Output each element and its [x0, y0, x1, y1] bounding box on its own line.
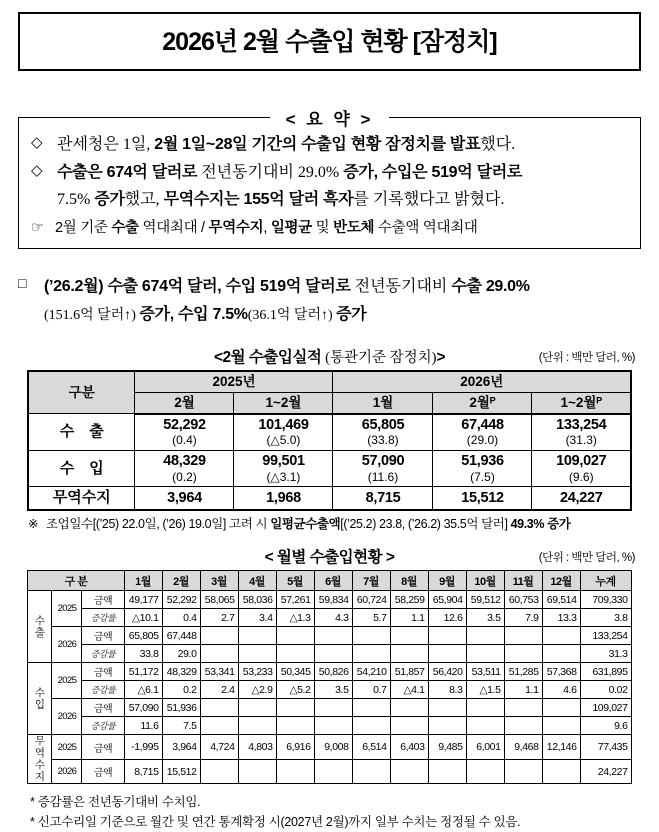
table2-rate-cell: △1.3	[276, 609, 314, 627]
table1-title: <2월 수출입실적	[213, 348, 326, 366]
paragraph-segment: 증가, 수입 7.5%	[139, 306, 248, 324]
document-title-box	[18, 12, 641, 71]
table2-amount-cell	[352, 699, 390, 717]
table2-amount-cell: 709,330	[580, 591, 631, 609]
table2-amount-cell: 109,027	[580, 699, 631, 717]
table2-amount-cell: 59,512	[466, 591, 504, 609]
table2-amount-cell: 56,420	[428, 663, 466, 681]
table2-amount-cell: 58,036	[238, 591, 276, 609]
table2-amount-cell: 15,512	[162, 759, 200, 784]
table1-value-cell	[333, 487, 433, 511]
table2-amount-cell	[428, 699, 466, 717]
table2-amount-cell: 57,090	[124, 699, 162, 717]
table2-amount-cell	[276, 699, 314, 717]
table2-amount-cell: 51,172	[124, 663, 162, 681]
table1-row-label: 수 출	[28, 414, 135, 451]
table2-amount-label: 금액	[82, 735, 124, 760]
table2-rate-cell: 5.7	[352, 609, 390, 627]
table2-rate-cell: 7.5	[162, 717, 200, 735]
table2-month-header: 5월	[276, 571, 314, 591]
table2-rate-cell	[200, 645, 238, 663]
table2-amount-cell: 631,895	[580, 663, 631, 681]
table2-amount-cell	[200, 627, 238, 645]
summary-text-segment: 했다.	[480, 136, 516, 153]
paragraph-segment: 전년동기대비	[350, 278, 452, 296]
table2-month-header: 7월	[352, 571, 390, 591]
table2-amount-cell: 9,485	[428, 735, 466, 760]
table2-month-header: 1월	[124, 571, 162, 591]
table2-month-header: 12월	[542, 571, 580, 591]
table2-title: < 월별 수출입현황 >	[264, 549, 395, 567]
table2-amount-cell	[428, 759, 466, 784]
table2-amount-cell: 50,826	[314, 663, 352, 681]
table1-year-header: 2025년	[135, 371, 333, 393]
table2-group-label: 수입	[28, 663, 52, 735]
value-text: 24,227	[559, 489, 603, 506]
summary-bullet-1-text	[57, 131, 515, 159]
table2-rate-cell	[200, 717, 238, 735]
table2-amount-cell: 48,329	[162, 663, 200, 681]
table1-subheader: 1월	[333, 392, 433, 414]
table2-year-label: 2025	[52, 735, 82, 760]
footnote-segment: 일평균수출액	[270, 517, 341, 532]
summary-text-segment: 증가	[94, 191, 125, 209]
table-row	[28, 681, 631, 699]
table1-row-label: 무역수지	[28, 487, 135, 511]
table2-rate-cell: 8.3	[428, 681, 466, 699]
value-text: 3,964	[167, 489, 202, 506]
rate-text: (0.2)	[172, 469, 197, 484]
table2-amount-cell	[314, 759, 352, 784]
table1-title-bracket: >	[436, 348, 446, 366]
table2-year-label: 2025	[52, 663, 82, 699]
table2-amount-cell	[200, 759, 238, 784]
table2-rate-cell: 4.6	[542, 681, 580, 699]
table2-amount-cell: 4,724	[200, 735, 238, 760]
rate-text: (9.6)	[568, 469, 594, 484]
table1-value-cell	[333, 451, 433, 487]
table1-corner-header: 구분	[28, 371, 135, 414]
summary-text-segment: 2월 1일~28일 기간의 수출입 현황 잠정치를 발표	[154, 136, 481, 153]
value-text: 57,090	[361, 453, 405, 470]
value-text: 109,027	[556, 453, 607, 470]
table-row	[28, 699, 631, 717]
table2-amount-cell	[238, 627, 276, 645]
table-row	[28, 591, 631, 609]
table2-amount-cell	[352, 759, 390, 784]
table2-amount-cell: 59,834	[314, 591, 352, 609]
value-text: 101,469	[258, 416, 309, 433]
summary-text-segment: 및	[311, 219, 334, 236]
table2-rate-cell: 7.9	[504, 609, 542, 627]
table1-value-cell	[532, 451, 631, 487]
table2-amount-cell: 51,285	[504, 663, 542, 681]
table2-amount-cell	[390, 759, 428, 784]
table2-rate-cell: △10.1	[124, 609, 162, 627]
table2-amount-cell	[200, 699, 238, 717]
table2-rate-cell: 0.02	[580, 681, 631, 699]
table2-year-label: 2026	[52, 759, 82, 784]
paragraph-segment: (151.6억 달러↑)	[44, 308, 140, 324]
table2-amount-cell	[542, 759, 580, 784]
table2-amount-cell	[466, 627, 504, 645]
table2-amount-label: 금액	[82, 759, 124, 784]
table2-amount-cell: -1,995	[124, 735, 162, 760]
summary-text-segment: 역대최대 /	[138, 219, 209, 236]
table2-amount-cell	[466, 699, 504, 717]
summary-text-segment: 무역수지	[208, 219, 264, 236]
value-text: 8,715	[365, 489, 401, 506]
table2-month-header: 누계	[580, 571, 631, 591]
summary-text-segment: 증가, 수입은 519억 달러로	[343, 163, 523, 181]
summary-text-segment: 일평균	[270, 219, 312, 236]
table2-amount-cell: 65,805	[124, 627, 162, 645]
summary-text-segment: 2월 기준	[55, 219, 112, 236]
table2-rate-cell: △4.1	[390, 681, 428, 699]
table2-amount-label: 금액	[82, 591, 124, 609]
table2-amount-cell: 57,261	[276, 591, 314, 609]
rate-text: (△3.1)	[266, 469, 301, 484]
table2-rate-cell	[542, 717, 580, 735]
table2-rate-cell	[504, 717, 542, 735]
table1-subheader: 2월	[135, 392, 234, 414]
summary-text-segment: 수출액 역대최대	[374, 219, 478, 236]
table2-month-header: 8월	[390, 571, 428, 591]
table-row	[28, 627, 631, 645]
summary-pointer-line	[31, 217, 628, 239]
footnote-segment: 조업일수[(’25) 22.0일, (’26) 19.0일] 고려 시	[46, 517, 271, 532]
table2-amount-cell: 67,448	[162, 627, 200, 645]
table2-amount-cell: 58,065	[200, 591, 238, 609]
value-text: 133,254	[556, 416, 607, 433]
table2-amount-cell: 6,001	[466, 735, 504, 760]
page-title: 2026년 2월 수출입 현황 [잠정치]	[162, 28, 497, 56]
table2-rate-cell: 3.5	[314, 681, 352, 699]
table2-rate-cell	[238, 645, 276, 663]
key-figures-paragraph	[18, 273, 641, 330]
table2-amount-cell	[314, 699, 352, 717]
summary-text-segment: 수출	[111, 219, 139, 236]
table2-amount-cell: 65,904	[428, 591, 466, 609]
table2-rate-cell	[276, 717, 314, 735]
summary-legend: < 요 약 >	[285, 110, 374, 129]
table2-amount-cell: 9,468	[504, 735, 542, 760]
summary-pointer-text	[55, 217, 478, 239]
table2-amount-cell	[504, 759, 542, 784]
table2-rate-cell: 12.6	[428, 609, 466, 627]
table2-rate-cell: 0.7	[352, 681, 390, 699]
summary-bullet-2	[31, 159, 628, 187]
table2-amount-cell: 57,368	[542, 663, 580, 681]
table2-amount-cell: 69,514	[542, 591, 580, 609]
table1-title-note: (통관기준 잠정치)	[325, 349, 437, 366]
table2-year-label: 2025	[52, 591, 82, 627]
table2-amount-cell: 6,514	[352, 735, 390, 760]
reference-mark-icon: ※	[28, 517, 39, 532]
table1-value-cell	[135, 451, 234, 487]
rate-text: (△5.0)	[266, 433, 301, 448]
table2-amount-cell: 60,753	[504, 591, 542, 609]
table-row	[28, 571, 631, 591]
note-line: * 증감률은 전년동기대비 수치임.	[30, 795, 201, 810]
table-row	[28, 371, 631, 393]
table2-rate-cell: 1.1	[504, 681, 542, 699]
table2-rate-cell	[428, 645, 466, 663]
table-row	[28, 645, 631, 663]
table1-value-cell	[433, 451, 532, 487]
table-row	[28, 717, 631, 735]
table1-value-cell	[333, 414, 433, 451]
summary-bullet-2-text	[57, 159, 522, 187]
rate-text: (29.0)	[466, 433, 499, 448]
table2-amount-cell: 53,341	[200, 663, 238, 681]
table1-value-cell	[532, 414, 631, 451]
table2-rate-cell: 4.3	[314, 609, 352, 627]
table1-subheader: 2월ᴾ	[433, 392, 532, 414]
table2-amount-cell: 53,233	[238, 663, 276, 681]
table2-month-header: 3월	[200, 571, 238, 591]
table2-amount-cell: 77,435	[580, 735, 631, 760]
table2-amount-cell: 51,936	[162, 699, 200, 717]
table2-rate-cell	[390, 645, 428, 663]
table2-amount-cell: 50,345	[276, 663, 314, 681]
summary-bullet-2-text-line2	[31, 186, 504, 214]
table2-rate-cell	[352, 717, 390, 735]
table2-rate-cell: 13.3	[542, 609, 580, 627]
value-text: 52,292	[163, 416, 206, 433]
table-row	[28, 663, 631, 681]
table2-rate-cell: 3.4	[238, 609, 276, 627]
footnote-segment: 49.3% 증가	[510, 517, 571, 532]
summary-text-segment: ,	[263, 219, 271, 236]
value-text: 51,936	[461, 453, 504, 470]
paragraph-line-1	[18, 273, 641, 301]
table2-rate-cell: 0.2	[162, 681, 200, 699]
value-text: 65,805	[361, 416, 405, 433]
summary-text-segment: 7.5%	[57, 191, 95, 209]
table2-amount-cell: 49,177	[124, 591, 162, 609]
table2-amount-label: 금액	[82, 699, 124, 717]
table2-rate-cell: △2.9	[238, 681, 276, 699]
table2-amount-cell: 133,254	[580, 627, 631, 645]
table2-amount-label: 금액	[82, 627, 124, 645]
table2-amount-cell: 24,227	[580, 759, 631, 784]
table1-value-cell	[234, 451, 333, 487]
table2-month-header: 9월	[428, 571, 466, 591]
summary-bullet-2-continued	[31, 186, 628, 214]
table2-amount-cell: 6,916	[276, 735, 314, 760]
table1-value-cell	[234, 414, 333, 451]
table1-subheader: 1~2월	[234, 392, 333, 414]
table2-year-label: 2026	[52, 627, 82, 663]
table2-rate-cell: 33.8	[124, 645, 162, 663]
table2-month-header: 10월	[466, 571, 504, 591]
diamond-bullet-icon: ◇	[31, 162, 43, 179]
table2-amount-cell	[390, 627, 428, 645]
table-row	[28, 451, 631, 487]
table2-amount-cell	[466, 759, 504, 784]
table2-rate-label: 증감률	[82, 609, 124, 627]
table2-rate-cell	[390, 717, 428, 735]
footnote-segment: [(’25.2) 23.8, (’26.2) 35.5억 달러]	[340, 517, 511, 532]
table2-month-header: 11월	[504, 571, 542, 591]
table2-rate-cell	[466, 645, 504, 663]
table1-unit-label: (단위 : 백만 달러, %)	[538, 351, 635, 364]
table2-amount-label: 금액	[82, 663, 124, 681]
table2-amount-cell	[542, 699, 580, 717]
rate-text: (7.5)	[470, 469, 495, 484]
paragraph-segment: 수출 29.0%	[451, 278, 530, 296]
table2-amount-cell: 54,210	[352, 663, 390, 681]
table2-amount-cell	[276, 759, 314, 784]
table2-rate-label: 증감률	[82, 717, 124, 735]
table1-subheader: 1~2월ᴾ	[532, 392, 631, 414]
table2-corner-header: 구 분	[28, 571, 124, 591]
summary-text-segment: 전년동기대비 29.0%	[197, 163, 344, 181]
value-text: 48,329	[163, 453, 206, 470]
value-text: 1,968	[266, 489, 301, 506]
summary-text-segment: 무역수지는 155억 달러 흑자	[163, 191, 354, 209]
table2-rate-cell: 9.6	[580, 717, 631, 735]
table-row	[28, 609, 631, 627]
table2-amount-cell	[352, 627, 390, 645]
paragraph-line-1-text	[44, 273, 530, 301]
table2-rate-cell	[466, 717, 504, 735]
table2-amount-cell	[504, 627, 542, 645]
pointing-hand-icon: ☞	[31, 219, 44, 236]
paragraph-segment: 증가	[336, 306, 367, 324]
rate-text: (33.8)	[367, 433, 399, 448]
diamond-bullet-icon: ◇	[31, 135, 43, 151]
summary-bullet-1	[31, 131, 628, 159]
table1-footnote-text	[46, 516, 570, 533]
table2-rate-label: 증감률	[82, 681, 124, 699]
table2-amount-cell: 6,403	[390, 735, 428, 760]
table2-rate-cell: △6.1	[124, 681, 162, 699]
table2-group-label: 수출	[28, 591, 52, 663]
square-bullet-icon: □	[18, 277, 27, 293]
table2-rate-cell: 31.3	[580, 645, 631, 663]
table-row	[28, 735, 631, 760]
table2-amount-cell: 12,146	[542, 735, 580, 760]
table1-row-label: 수 입	[28, 451, 135, 487]
rate-text: (31.3)	[565, 433, 597, 448]
summary-text-segment: 반도체	[333, 219, 375, 236]
paragraph-segment: (’26.2월) 수출 674억 달러, 수입 519억 달러로	[44, 278, 351, 296]
table2-amount-cell: 52,292	[162, 591, 200, 609]
summary-text-segment: 했고,	[124, 191, 164, 209]
table2-rate-label: 증감률	[82, 645, 124, 663]
table2-unit-label: (단위 : 백만 달러, %)	[538, 552, 635, 565]
table2-month-header: 6월	[314, 571, 352, 591]
value-text: 15,512	[461, 489, 504, 506]
table2-amount-cell	[428, 627, 466, 645]
rate-text: (11.6)	[367, 469, 399, 484]
note-line: * 신고수리일 기준으로 월간 및 연간 통계확정 시(2027년 2월)까지 일부 수치는 정정될 수 있음.	[30, 815, 521, 830]
table2-amount-cell	[504, 699, 542, 717]
table2-amount-cell: 51,857	[390, 663, 428, 681]
table2-rate-cell: 0.4	[162, 609, 200, 627]
table2-rate-cell	[504, 645, 542, 663]
paragraph-segment: (36.1억 달러↑)	[247, 308, 337, 324]
table2-amount-cell	[390, 699, 428, 717]
table-row	[28, 487, 631, 511]
table-row	[28, 414, 631, 451]
table-row	[28, 759, 631, 784]
table2-rate-cell	[314, 645, 352, 663]
table2-amount-cell: 53,511	[466, 663, 504, 681]
table1-value-cell	[532, 487, 631, 511]
table2-rate-cell: △5.2	[276, 681, 314, 699]
table2-month-header: 4월	[238, 571, 276, 591]
table2-amount-cell	[314, 627, 352, 645]
value-text: 99,501	[262, 453, 305, 470]
table1-value-cell	[433, 487, 532, 511]
table1-year-header: 2026년	[333, 371, 631, 393]
table1-value-cell	[433, 414, 532, 451]
table2-amount-cell: 8,715	[124, 759, 162, 784]
value-text: 67,448	[461, 416, 504, 433]
table2-amount-cell: 58,259	[390, 591, 428, 609]
table2-rate-cell: 1.1	[390, 609, 428, 627]
table2-amount-cell	[238, 759, 276, 784]
table2-rate-cell: 3.8	[580, 609, 631, 627]
table1-value-cell	[234, 487, 333, 511]
summary-text-segment: 관세청은 1일,	[57, 136, 155, 153]
table2-rate-cell: 2.4	[200, 681, 238, 699]
table2-rate-cell: 29.0	[162, 645, 200, 663]
table1-footnote	[28, 516, 641, 533]
table2-rate-cell	[276, 645, 314, 663]
monthly-summary-table	[27, 370, 632, 511]
table2-rate-cell	[352, 645, 390, 663]
table2-amount-cell: 4,803	[238, 735, 276, 760]
table2-rate-cell: 3.5	[466, 609, 504, 627]
table2-rate-cell: 11.6	[124, 717, 162, 735]
table2-amount-cell	[238, 699, 276, 717]
table2-amount-cell	[542, 627, 580, 645]
table2-rate-cell	[542, 645, 580, 663]
table2-year-label: 2026	[52, 699, 82, 735]
monthly-detail-table	[27, 570, 631, 784]
table2-amount-cell: 9,008	[314, 735, 352, 760]
table2-month-header: 2월	[162, 571, 200, 591]
table1-title-row	[18, 345, 641, 367]
table2-rate-cell	[238, 717, 276, 735]
table2-amount-cell: 3,964	[162, 735, 200, 760]
summary-box	[18, 105, 641, 249]
table2-amount-cell	[276, 627, 314, 645]
table2-rate-cell	[314, 717, 352, 735]
paragraph-line-2	[18, 301, 641, 329]
table2-rate-cell: △1.5	[466, 681, 504, 699]
summary-text-segment: 수출은 674억 달러로	[57, 163, 198, 181]
summary-text-segment: 를 기록했다고 밝혔다.	[353, 191, 505, 209]
table2-amount-cell: 60,724	[352, 591, 390, 609]
rate-text: (0.4)	[172, 433, 197, 448]
bottom-notes	[30, 792, 641, 832]
table2-rate-cell: 2.7	[200, 609, 238, 627]
table2-title-row	[18, 545, 641, 567]
table1-value-cell	[135, 414, 234, 451]
table2-rate-cell	[428, 717, 466, 735]
table1-value-cell	[135, 487, 234, 511]
table2-group-label: 무역수지	[28, 735, 52, 784]
